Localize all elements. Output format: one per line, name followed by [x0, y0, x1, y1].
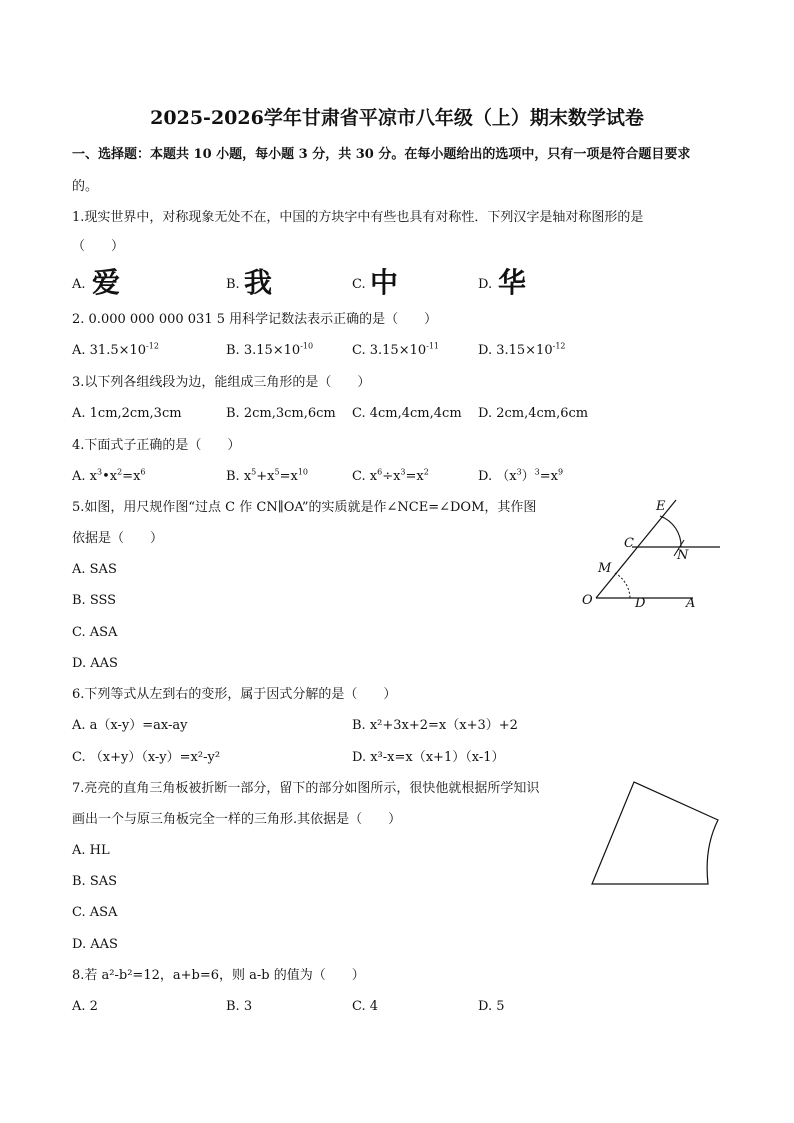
q6-option-b: B. x²+3x+2=x（x+3）+2 [352, 718, 518, 733]
point-e-label: E [656, 499, 666, 514]
q3-option-c: C. 4cm,4cm,4cm [352, 406, 462, 421]
q6-option-c: C. （x+y）（x-y）=x²-y² [72, 750, 221, 765]
q4-option-d: D. $(x^3)^3=x^9$ [478, 467, 564, 484]
point-n-label: N [677, 548, 689, 563]
q1-option-b-letter: B. [226, 277, 240, 292]
q2-option-b: B. $3.15\times 10^{-10}$ [226, 341, 314, 358]
q1-option-b-glyph: 我 [244, 266, 273, 299]
q1-option-c-glyph: 中 [370, 266, 399, 299]
q4-option-a: A. $x^3•x^2=x^6$ [72, 467, 146, 484]
q3-option-d: D. 2cm,4cm,6cm [478, 406, 589, 421]
q7-stem-line1: 7.亮亮的直角三角板被折断一部分，留下的部分如图所示，很快他就根据所学知识 [72, 781, 540, 796]
q1-option-c-letter: C. [352, 277, 366, 292]
point-o-label: O [582, 593, 593, 608]
q7-option-c: C. ASA [72, 905, 118, 920]
q8-stem: 8.若 a²-b²=12，a+b=6，则 a-b 的值为（ ） [72, 968, 365, 983]
page-title: 2025-2026学年甘肃省平凉市八年级（上）期末数学试卷 [150, 107, 644, 129]
q6-option-d: D. x³-x=x（x+1）（x-1） [352, 750, 505, 765]
q7-option-b: B. SAS [72, 874, 118, 889]
q7-option-d: D. AAS [72, 937, 118, 952]
point-m-label: M [598, 561, 612, 576]
q6-option-a: A. a（x-y）=ax-ay [72, 718, 188, 733]
point-a-label: A [686, 596, 696, 611]
q5-stem-line1: 5.如图，用尺规作图“过点 C 作 CN∥OA”的实质就是作∠NCE=∠DOM，其作图 [72, 500, 537, 515]
section-instructions-line1: 一、选择题：本题共 10 小题，每小题 3 分，共 30 分。在每小题给出的选项中，只有一项是符合题目要求 [72, 147, 691, 162]
point-c-label: C [624, 536, 634, 551]
q5-option-d: D. AAS [72, 656, 118, 671]
q7-broken-triangle-figure [588, 778, 728, 890]
q5-stem-line2: 依据是（ ） [72, 531, 164, 546]
q5-option-c: C. ASA [72, 625, 118, 640]
q8-option-c: C. 4 [352, 999, 379, 1014]
q3-option-a: A. 1cm,2cm,3cm [72, 406, 182, 421]
q1-option-d-glyph: 华 [498, 266, 527, 299]
q1-option-a-letter: A. [72, 277, 86, 292]
q2-option-a: A. $31.5\times 10^{-12}$ [72, 341, 159, 358]
q2-option-c: C. $3.15\times 10^{-11}$ [352, 341, 440, 358]
q7-option-a: A. HL [72, 843, 110, 858]
q1-option-a-glyph: 爱 [92, 266, 121, 299]
q4-stem: 4.下面式子正确的是（ ） [72, 438, 241, 453]
q5-geometry-figure [578, 492, 728, 618]
q2-stem: 2. 0.000 000 000 031 5 用科学记数法表示正确的是（ ） [72, 312, 438, 327]
q3-stem: 3.以下列各组线段为边，能组成三角形的是（ ） [72, 375, 371, 390]
q4-option-c: C. $x^6\div x^3=x^2$ [352, 467, 429, 484]
q5-option-b: B. SSS [72, 593, 117, 608]
point-d-label: D [635, 596, 646, 611]
q6-stem: 6.下列等式从左到右的变形，属于因式分解的是（ ） [72, 687, 397, 702]
q7-stem-line2: 画出一个与原三角板完全一样的三角形.其依据是（ ） [72, 812, 402, 827]
q1-option-d-letter: D. [478, 277, 493, 292]
q2-option-d: D. $3.15\times 10^{-12}$ [478, 341, 566, 358]
q1-stem-line1: 1.现实世界中，对称现象无处不在，中国的方块字中有些也具有对称性．下列汉字是轴对称图形的是 [72, 210, 644, 225]
q4-option-b: B. $x^5+x^5=x^{10}$ [226, 467, 308, 484]
q1-stem-line2: （ ） [72, 239, 125, 254]
q8-option-b: B. 3 [226, 999, 253, 1014]
section-instructions-line2: 的。 [72, 179, 99, 194]
q3-option-b: B. 2cm,3cm,6cm [226, 406, 336, 421]
q8-option-d: D. 5 [478, 999, 505, 1014]
q8-option-a: A. 2 [72, 999, 98, 1014]
q5-option-a: A. SAS [72, 562, 117, 577]
